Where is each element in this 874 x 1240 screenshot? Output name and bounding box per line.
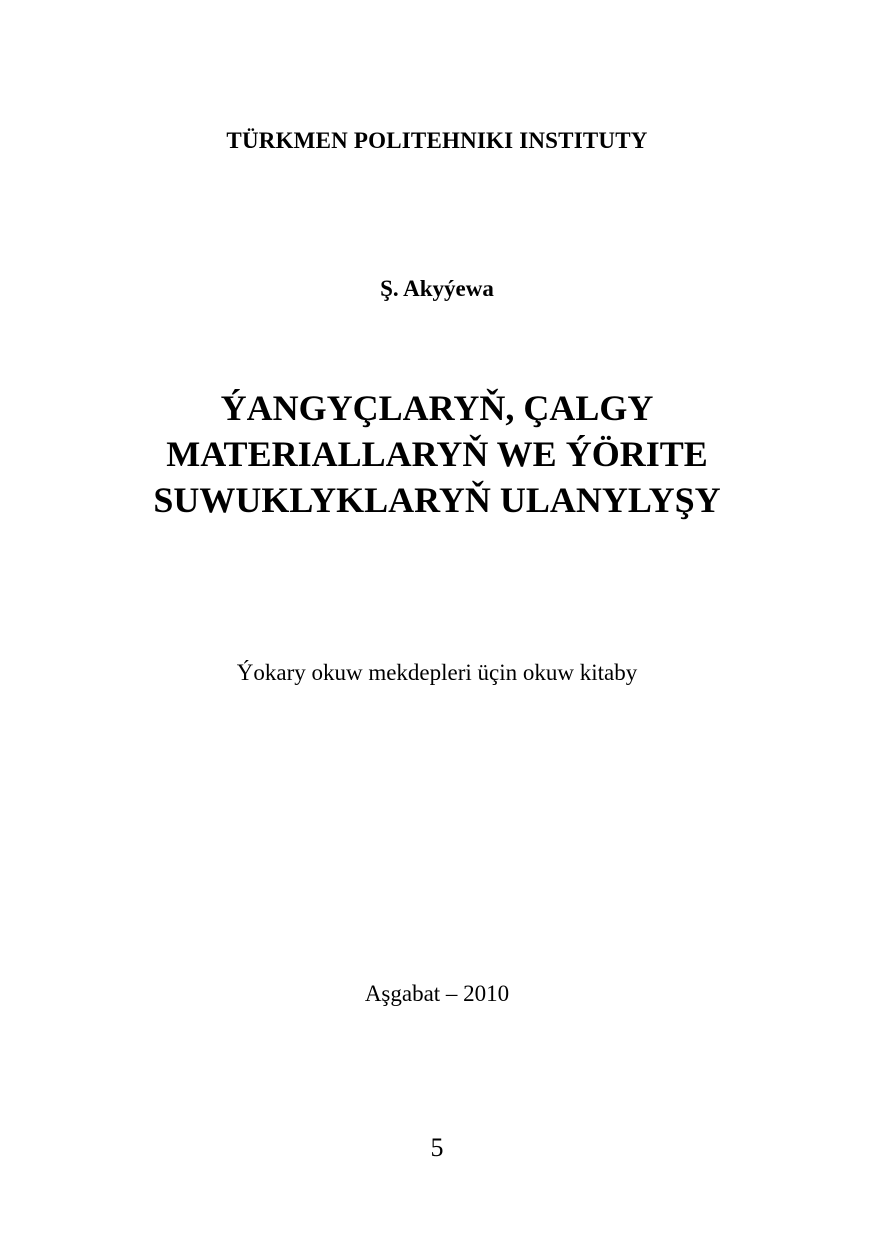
- institution-name: TÜRKMEN POLITEHNIKI INSTITUTY: [226, 128, 648, 153]
- book-subtitle: Ýokary okuw mekdepleri üçin okuw kitaby: [236, 660, 638, 685]
- book-title: [0, 385, 874, 523]
- page-number: 5: [430, 1133, 444, 1162]
- book-title-line-3: SUWUKLYKLARYŇ ULANYLYŞY: [153, 480, 721, 520]
- author-name: Ş. Akyýewa: [380, 276, 494, 301]
- book-title-line-1: ÝANGYÇLARYŇ, ÇALGY: [220, 388, 654, 428]
- book-title-line-2: MATERIALLARYŇ WE ÝÖRITE: [166, 434, 708, 474]
- publication-place-year: Aşgabat – 2010: [364, 981, 510, 1006]
